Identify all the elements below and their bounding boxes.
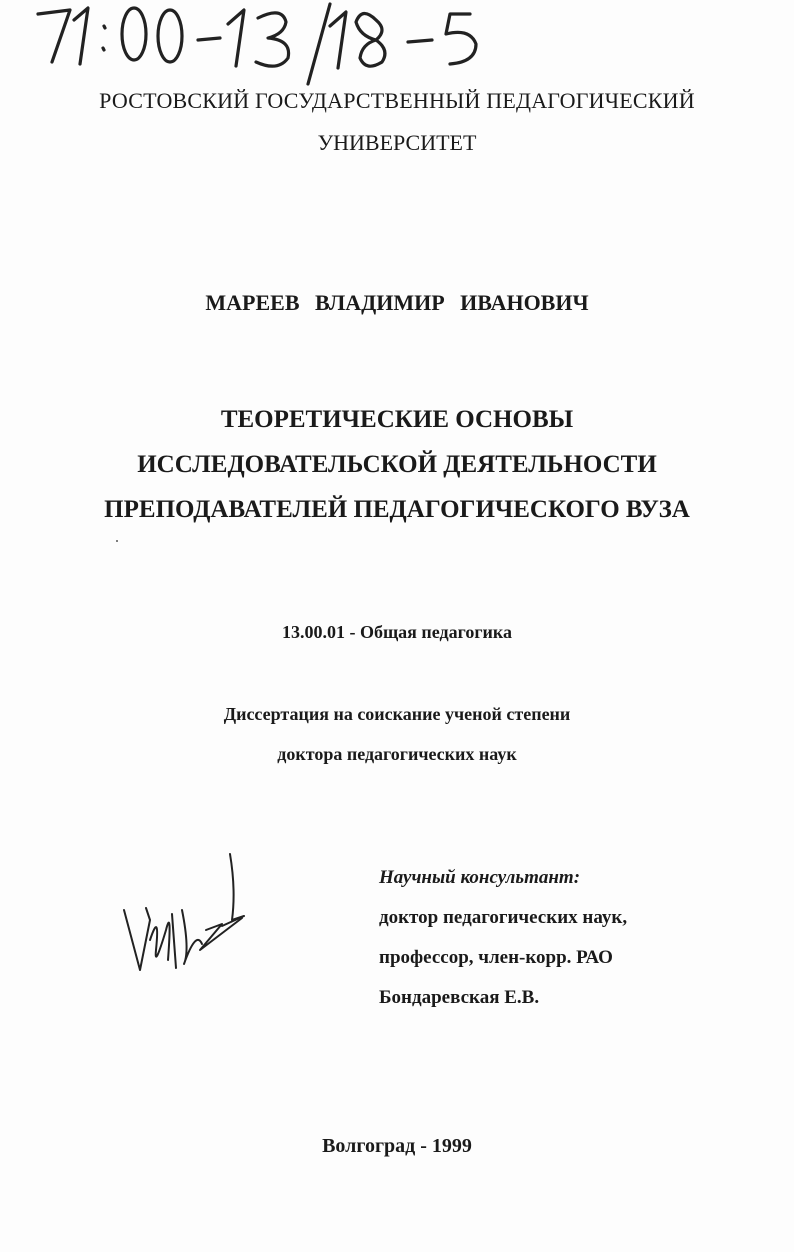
dissertation-title-line-3: ПРЕПОДАВАТЕЛЕЙ ПЕДАГОГИЧЕСКОГО ВУЗА (104, 496, 690, 523)
dissertation-title-line-1: ТЕОРЕТИЧЕСКИЕ ОСНОВЫ (220, 406, 574, 433)
university-name-line1: РОСТОВСКИЙ ГОСУДАРСТВЕННЫЙ ПЕДАГОГИЧЕСКИЙ (99, 88, 695, 113)
dissertation-title-line-2: ИССЛЕДОВАТЕЛЬСКОЙ ДЕЯТЕЛЬНОСТИ (137, 451, 657, 478)
handwritten-signature (110, 850, 260, 990)
degree-line-1: Диссертация на соискание ученой степени (223, 704, 571, 724)
consultant-position: профессор, член-корр. РАО (379, 947, 613, 968)
consultant-role: Научный консультант: (379, 867, 581, 888)
consultant-degree: доктор педагогических наук, (379, 907, 628, 928)
handwritten-archive-code (30, 0, 550, 90)
scan-speck (116, 540, 118, 542)
consultant-name: Бондаревская Е.В. (379, 987, 540, 1008)
scientific-consultant-block (379, 858, 627, 1018)
university-name-line2: УНИВЕРСИТЕТ (317, 130, 477, 155)
author-name: МАРЕЕВ ВЛАДИМИР ИВАНОВИЧ (205, 290, 589, 315)
city-and-year: Волгоград - 1999 (322, 1135, 472, 1157)
specialty-code: 13.00.01 - Общая педагогика (281, 622, 513, 642)
degree-line-2: доктора педагогических наук (277, 744, 517, 764)
